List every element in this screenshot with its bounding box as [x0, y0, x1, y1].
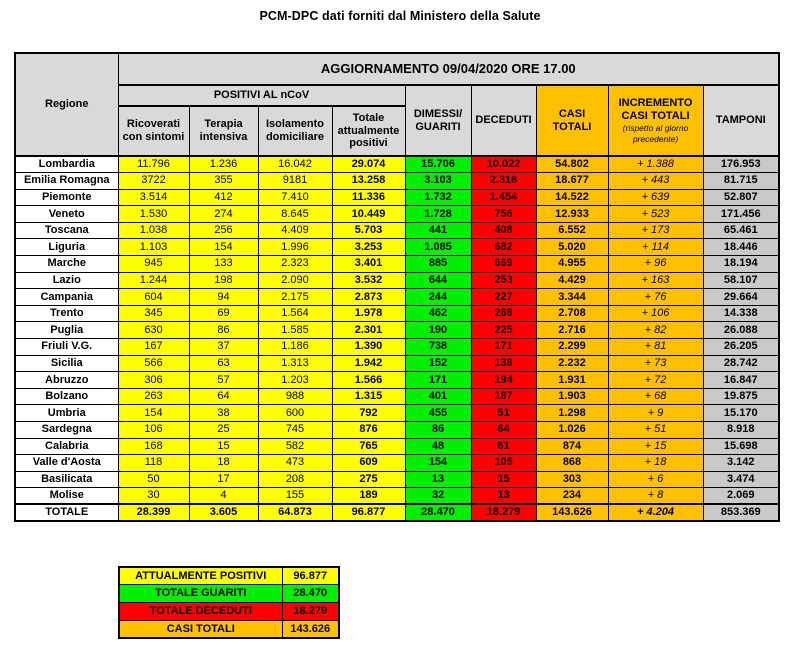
value-cell: 2.708: [536, 305, 608, 322]
value-cell: 15.706: [405, 156, 471, 173]
value-cell: 58.107: [703, 272, 779, 289]
value-cell: 604: [118, 289, 189, 306]
table-row: [15, 206, 779, 223]
col-header-dimessi-guariti: DIMESSI/ GUARITI: [405, 85, 471, 156]
value-cell: 13: [405, 471, 471, 488]
table-row: [15, 405, 779, 422]
region-cell: Abruzzo: [15, 372, 118, 389]
value-cell: 15.170: [703, 405, 779, 422]
value-cell: 1.244: [118, 272, 189, 289]
value-cell: 609: [332, 455, 405, 472]
value-cell: 441: [405, 222, 471, 239]
value-cell: 408: [471, 222, 536, 239]
value-cell: + 443: [608, 173, 703, 190]
value-cell: + 6: [608, 471, 703, 488]
value-cell: + 4.204: [608, 504, 703, 521]
value-cell: 244: [405, 289, 471, 306]
value-cell: 19.875: [703, 388, 779, 405]
value-cell: 1.085: [405, 239, 471, 256]
value-cell: 455: [405, 405, 471, 422]
value-cell: 868: [536, 455, 608, 472]
table-row: [15, 156, 779, 173]
region-cell: Marche: [15, 256, 118, 273]
region-cell: Emilia Romagna: [15, 173, 118, 190]
value-cell: 11.796: [118, 156, 189, 173]
value-cell: + 96: [608, 256, 703, 273]
value-cell: 3.514: [118, 189, 189, 206]
value-cell: 3.474: [703, 471, 779, 488]
value-cell: 198: [189, 272, 258, 289]
table-row: [15, 455, 779, 472]
summary-value-attualmente-positivi: 96.877: [282, 567, 339, 585]
value-cell: 176.953: [703, 156, 779, 173]
value-cell: 644: [405, 272, 471, 289]
value-cell: 154: [189, 239, 258, 256]
value-cell: 86: [189, 322, 258, 339]
value-cell: 4: [189, 488, 258, 505]
table-row: [15, 256, 779, 273]
value-cell: 3.253: [332, 239, 405, 256]
table-row: [15, 388, 779, 405]
value-cell: 566: [118, 355, 189, 372]
value-cell: 15: [471, 471, 536, 488]
value-cell: 263: [118, 388, 189, 405]
value-cell: 63: [189, 355, 258, 372]
value-cell: 669: [471, 256, 536, 273]
value-cell: 138: [471, 355, 536, 372]
table-row: [15, 322, 779, 339]
value-cell: 18.279: [471, 504, 536, 521]
value-cell: 225: [471, 322, 536, 339]
table-row: [15, 272, 779, 289]
value-cell: 189: [332, 488, 405, 505]
value-cell: 1.978: [332, 305, 405, 322]
value-cell: 2.873: [332, 289, 405, 306]
col-header-ricoverati: Ricoverati con sintomi: [118, 106, 189, 156]
value-cell: 738: [405, 339, 471, 356]
value-cell: 7.410: [258, 189, 332, 206]
value-cell: 2.316: [471, 173, 536, 190]
value-cell: 1.236: [189, 156, 258, 173]
value-cell: 11.336: [332, 189, 405, 206]
value-cell: 4.429: [536, 272, 608, 289]
region-cell: Basilicata: [15, 471, 118, 488]
col-header-regione: Regione: [15, 53, 118, 156]
value-cell: + 639: [608, 189, 703, 206]
value-cell: 167: [118, 339, 189, 356]
region-cell: Liguria: [15, 239, 118, 256]
value-cell: 15: [189, 438, 258, 455]
value-cell: 57: [189, 372, 258, 389]
value-cell: 64.873: [258, 504, 332, 521]
value-cell: 61: [471, 438, 536, 455]
col-header-deceduti: DECEDUTI: [471, 85, 536, 156]
value-cell: 14.338: [703, 305, 779, 322]
region-cell: Veneto: [15, 206, 118, 223]
col-header-isolamento: Isolamento domiciliare: [258, 106, 332, 156]
value-cell: 1.390: [332, 339, 405, 356]
value-cell: 1.203: [258, 372, 332, 389]
table-header: [15, 53, 779, 156]
table-row: [15, 504, 779, 521]
value-cell: 745: [258, 422, 332, 439]
value-cell: 462: [405, 305, 471, 322]
value-cell: 765: [332, 438, 405, 455]
value-cell: 876: [332, 422, 405, 439]
value-cell: 2.301: [332, 322, 405, 339]
value-cell: 268: [471, 305, 536, 322]
value-cell: 756: [471, 206, 536, 223]
value-cell: 3.344: [536, 289, 608, 306]
summary-row: [119, 567, 339, 585]
value-cell: 345: [118, 305, 189, 322]
value-cell: + 51: [608, 422, 703, 439]
value-cell: + 18: [608, 455, 703, 472]
value-cell: 171: [405, 372, 471, 389]
value-cell: 1.732: [405, 189, 471, 206]
value-cell: 187: [471, 388, 536, 405]
value-cell: 194: [471, 372, 536, 389]
value-cell: 16.042: [258, 156, 332, 173]
value-cell: + 81: [608, 339, 703, 356]
value-cell: 30: [118, 488, 189, 505]
summary-row: [119, 620, 339, 638]
value-cell: 64: [189, 388, 258, 405]
value-cell: 5.020: [536, 239, 608, 256]
value-cell: 28.399: [118, 504, 189, 521]
table-row: [15, 438, 779, 455]
value-cell: 582: [258, 438, 332, 455]
value-cell: 133: [189, 256, 258, 273]
value-cell: 2.090: [258, 272, 332, 289]
value-cell: 16.847: [703, 372, 779, 389]
value-cell: 256: [189, 222, 258, 239]
region-cell: Bolzano: [15, 388, 118, 405]
value-cell: 155: [258, 488, 332, 505]
value-cell: 38: [189, 405, 258, 422]
value-cell: 81.715: [703, 173, 779, 190]
value-cell: 171: [471, 339, 536, 356]
region-cell: Friuli V.G.: [15, 339, 118, 356]
value-cell: 65.461: [703, 222, 779, 239]
value-cell: 37: [189, 339, 258, 356]
value-cell: + 173: [608, 222, 703, 239]
value-cell: 1.903: [536, 388, 608, 405]
value-cell: 190: [405, 322, 471, 339]
value-cell: 682: [471, 239, 536, 256]
table-row: [15, 173, 779, 190]
value-cell: + 1.388: [608, 156, 703, 173]
region-cell: Sicilia: [15, 355, 118, 372]
value-cell: 4.955: [536, 256, 608, 273]
value-cell: 988: [258, 388, 332, 405]
value-cell: 1.454: [471, 189, 536, 206]
value-cell: 3.142: [703, 455, 779, 472]
col-header-casi-totali: CASI TOTALI: [536, 85, 608, 156]
value-cell: 52.807: [703, 189, 779, 206]
table-row: [15, 239, 779, 256]
value-cell: 106: [118, 422, 189, 439]
incremento-note: (rispetto al giorno precedente): [622, 123, 689, 144]
covid-data-table: [14, 52, 780, 522]
value-cell: 1.313: [258, 355, 332, 372]
value-cell: 143.626: [536, 504, 608, 521]
value-cell: 3722: [118, 173, 189, 190]
value-cell: 208: [258, 471, 332, 488]
col-header-tamponi: TAMPONI: [703, 85, 779, 156]
summary-label-totale-guariti: TOTALE GUARITI: [119, 585, 282, 603]
value-cell: 14.522: [536, 189, 608, 206]
region-cell: Puglia: [15, 322, 118, 339]
value-cell: + 76: [608, 289, 703, 306]
value-cell: + 106: [608, 305, 703, 322]
value-cell: + 9: [608, 405, 703, 422]
value-cell: 227: [471, 289, 536, 306]
value-cell: + 72: [608, 372, 703, 389]
value-cell: + 8: [608, 488, 703, 505]
value-cell: 6.552: [536, 222, 608, 239]
col-header-incremento: [608, 85, 703, 156]
region-cell: Molise: [15, 488, 118, 505]
summary-value-totale-deceduti: 18.279: [282, 603, 339, 621]
value-cell: 3.103: [405, 173, 471, 190]
region-cell: Lazio: [15, 272, 118, 289]
value-cell: 2.716: [536, 322, 608, 339]
value-cell: 1.585: [258, 322, 332, 339]
col-header-terapia-intensiva: Terapia intensiva: [189, 106, 258, 156]
table-row: [15, 471, 779, 488]
table-row: [15, 305, 779, 322]
value-cell: 69: [189, 305, 258, 322]
value-cell: 18.677: [536, 173, 608, 190]
summary-label-attualmente-positivi: ATTUALMENTE POSITIVI: [119, 567, 282, 585]
value-cell: 17: [189, 471, 258, 488]
value-cell: 630: [118, 322, 189, 339]
summary-table: [118, 566, 340, 639]
summary-row: [119, 585, 339, 603]
value-cell: 1.026: [536, 422, 608, 439]
value-cell: 18.194: [703, 256, 779, 273]
value-cell: 5.703: [332, 222, 405, 239]
value-cell: 1.315: [332, 388, 405, 405]
value-cell: 1.931: [536, 372, 608, 389]
value-cell: 1.038: [118, 222, 189, 239]
table-body: [15, 156, 779, 521]
value-cell: 274: [189, 206, 258, 223]
value-cell: + 82: [608, 322, 703, 339]
value-cell: 600: [258, 405, 332, 422]
value-cell: 1.566: [332, 372, 405, 389]
value-cell: 2.232: [536, 355, 608, 372]
value-cell: 1.298: [536, 405, 608, 422]
value-cell: 86: [405, 422, 471, 439]
value-cell: 253: [471, 272, 536, 289]
table-row: [15, 222, 779, 239]
value-cell: 401: [405, 388, 471, 405]
col-header-totale-positivi: Totale attualmente positivi: [332, 106, 405, 156]
value-cell: 51: [471, 405, 536, 422]
value-cell: + 114: [608, 239, 703, 256]
region-cell: Piemonte: [15, 189, 118, 206]
value-cell: 945: [118, 256, 189, 273]
value-cell: 874: [536, 438, 608, 455]
table-row: [15, 189, 779, 206]
table-row: [15, 289, 779, 306]
value-cell: 94: [189, 289, 258, 306]
value-cell: + 73: [608, 355, 703, 372]
value-cell: 275: [332, 471, 405, 488]
value-cell: 4.409: [258, 222, 332, 239]
value-cell: 3.401: [332, 256, 405, 273]
value-cell: 29.074: [332, 156, 405, 173]
value-cell: 1.996: [258, 239, 332, 256]
region-cell: Lombardia: [15, 156, 118, 173]
value-cell: 13: [471, 488, 536, 505]
value-cell: 412: [189, 189, 258, 206]
update-banner: AGGIORNAMENTO 09/04/2020 ORE 17.00: [118, 53, 779, 85]
table-row: [15, 422, 779, 439]
value-cell: 18.446: [703, 239, 779, 256]
page-title: PCM-DPC dati forniti dal Ministero della Salute: [259, 9, 541, 23]
table-row: [15, 488, 779, 505]
value-cell: 54.802: [536, 156, 608, 173]
value-cell: 154: [118, 405, 189, 422]
value-cell: 306: [118, 372, 189, 389]
value-cell: 303: [536, 471, 608, 488]
value-cell: 96.877: [332, 504, 405, 521]
table-row: [15, 355, 779, 372]
value-cell: 8.645: [258, 206, 332, 223]
value-cell: 2.069: [703, 488, 779, 505]
value-cell: + 68: [608, 388, 703, 405]
region-cell: Trento: [15, 305, 118, 322]
value-cell: + 15: [608, 438, 703, 455]
region-cell: TOTALE: [15, 504, 118, 521]
value-cell: 1.103: [118, 239, 189, 256]
summary-value-totale-guariti: 28.470: [282, 585, 339, 603]
value-cell: 10.449: [332, 206, 405, 223]
value-cell: 885: [405, 256, 471, 273]
value-cell: 2.175: [258, 289, 332, 306]
value-cell: 2.323: [258, 256, 332, 273]
region-cell: Calabria: [15, 438, 118, 455]
region-cell: Toscana: [15, 222, 118, 239]
value-cell: 853.369: [703, 504, 779, 521]
value-cell: 152: [405, 355, 471, 372]
value-cell: 792: [332, 405, 405, 422]
group-header-positivi: POSITIVI AL nCoV: [118, 85, 405, 106]
value-cell: 12.933: [536, 206, 608, 223]
value-cell: 9181: [258, 173, 332, 190]
summary-label-casi-totali: CASI TOTALI: [119, 620, 282, 638]
region-cell: Valle d'Aosta: [15, 455, 118, 472]
value-cell: 1.530: [118, 206, 189, 223]
value-cell: 234: [536, 488, 608, 505]
summary-row: [119, 603, 339, 621]
table-row: [15, 372, 779, 389]
value-cell: 18: [189, 455, 258, 472]
summary-value-casi-totali: 143.626: [282, 620, 339, 638]
value-cell: 171.456: [703, 206, 779, 223]
value-cell: + 523: [608, 206, 703, 223]
value-cell: 25: [189, 422, 258, 439]
value-cell: 15.698: [703, 438, 779, 455]
value-cell: 355: [189, 173, 258, 190]
value-cell: 118: [118, 455, 189, 472]
value-cell: 3.532: [332, 272, 405, 289]
value-cell: 168: [118, 438, 189, 455]
value-cell: 32: [405, 488, 471, 505]
value-cell: 154: [405, 455, 471, 472]
value-cell: 1.942: [332, 355, 405, 372]
value-cell: 26.205: [703, 339, 779, 356]
value-cell: 1.728: [405, 206, 471, 223]
value-cell: 26.088: [703, 322, 779, 339]
region-cell: Umbria: [15, 405, 118, 422]
value-cell: + 163: [608, 272, 703, 289]
value-cell: 473: [258, 455, 332, 472]
value-cell: 28.742: [703, 355, 779, 372]
value-cell: 64: [471, 422, 536, 439]
summary-label-totale-deceduti: TOTALE DECEDUTI: [119, 603, 282, 621]
value-cell: 1.564: [258, 305, 332, 322]
region-cell: Sardegna: [15, 422, 118, 439]
value-cell: 8.918: [703, 422, 779, 439]
value-cell: 2.299: [536, 339, 608, 356]
incremento-label: INCREMENTO CASI TOTALI: [618, 97, 693, 122]
value-cell: 105: [471, 455, 536, 472]
value-cell: 1.186: [258, 339, 332, 356]
value-cell: 10.022: [471, 156, 536, 173]
value-cell: 28.470: [405, 504, 471, 521]
value-cell: 50: [118, 471, 189, 488]
value-cell: 3.605: [189, 504, 258, 521]
table-row: [15, 339, 779, 356]
value-cell: 13.258: [332, 173, 405, 190]
region-cell: Campania: [15, 289, 118, 306]
value-cell: 48: [405, 438, 471, 455]
value-cell: 29.664: [703, 289, 779, 306]
